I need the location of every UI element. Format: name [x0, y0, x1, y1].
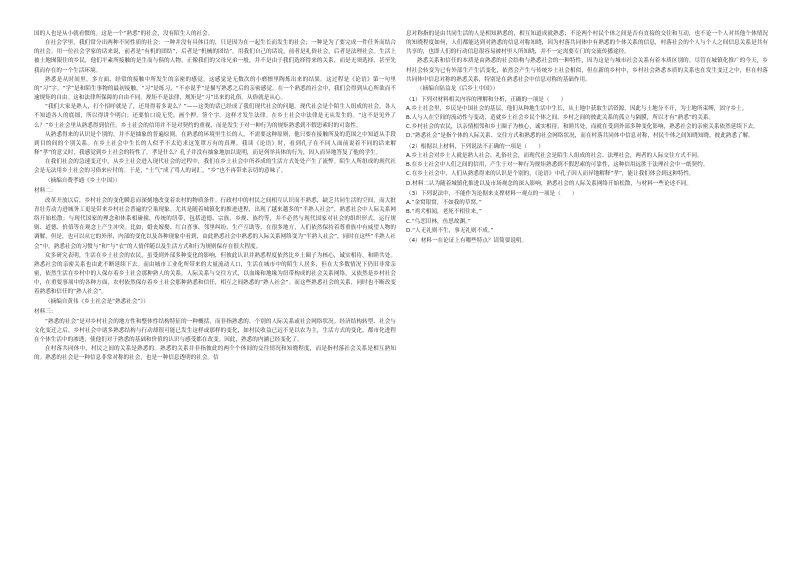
paragraph: 在村落共同体中，村民之间的关系是熟悉的。熟悉的关系并非指彼此的两个个体间的交往情况和知晓程度，而是指村落社会关系是相互熟知的。熟悉的社会是一种信息非常对称的社会，也是一种信息透明的社会。信: [34, 346, 396, 362]
option-c: C.乡村社会的农民，以亲情相邻和乡土圈子为核心，诚实相待，和睦共处，而就在受到外部多种变化影响，熟悉社会的亲密关系依然延续下去。: [406, 124, 759, 131]
paragraph: 国的人也是从小就看惯的。这是一个“熟悉”的社会，没有陌生人的社会。: [34, 31, 214, 37]
left-column: [34, 30, 396, 542]
option-c: C.“鸟恋旧林，鱼思故渊。”: [406, 218, 471, 225]
option-b: B.在乡土社会中人们之间的信用，产生于对一种行为规矩熟悉到不假思索的可靠性，这种信用远胜于法理社会中一纸契约。: [406, 162, 709, 169]
paragraph: 在社会学里，我们常分出两种不同性质的社会：一种并没有具体目的，只是因为在一起生长而发生的社会；一种是为了要完成一件任务而结合的社会。用一位社会学家的话来说，前者是“有机的团结”，后者是“机械的团结”。用我们自己的话说，前者是礼俗社会，后者是法理社会。生活上被土地囿限住的乡民，他们平素所接触的是生而与俱的人物，正像我们的父母兄弟一般，并不是由于我们选择得来的关系，而是无须选择，甚至先我而存在的一个生活环境。: [34, 40, 396, 74]
option-d: D.材料二认为随着城镇化推进以及市场观念的深入影响，熟悉社会的人际关系网络开始松散，与材料一些论述不同。: [406, 180, 692, 187]
option-b: B.人与人在空间的流动性与变动，造就乡土社会乡民个体之间、乡村之间的彼此关系的孤立与隔膜，所以才有“熟悉”的关系。: [406, 114, 715, 121]
question-2: （2）根据以上材料，下列说法不正确的一项是（ ）: [406, 143, 544, 150]
material-heading: 材料三：: [34, 308, 57, 315]
paragraph: 改革开放以后，乡村社会的变化瞬息而深刻地改变着农村的物质条件。行政村中的村民之间相互认识而不熟悉，缺乏共同生活的空间，而大批青壮劳动力进城务工更是带来乡村社会普遍的空巢现象。尤其是随着城镇化的推进进程，出现了越来越多的“半熟人社会”，熟悉社会中人际关系网络开始松散；与现代国家的理念和体系相碰撞，传统的纽带，包括道德、宗族、乡规、族约等，并不必然与现代国家对社会的组织形式、运行规则、道德、价值等在观念上产生冲突。比如，婚丧嫁娶、红白喜事、邻里纠纷、生产互助等，在很多地方，人们依然保持着尊重族中有威望人物的调解，但是，也可以从它的外形、内部的变化以及各种现象中看到，由此熟悉社会中熟悉的人际关系网络变为“半熟人社会”，同时在这些“半熟人社会”中，熟悉社会的习惯与“和”与“衣”的人情伴随以及生活方式和行为规则保存在很大程度。: [34, 197, 396, 250]
source-citation: （摘编自陆益龙《后乡土中国》）: [417, 85, 499, 92]
option-a: A.“金窝银窝，不如我的草窝。”: [406, 200, 482, 207]
paragraph: 从熟悉得来的认识是个别的，并不是抽象的普遍原则。在熟悉的环境里生长的人，不需要这种原则，他只要在接触所及的范围之中知道从手段到目的间的个别关系。在乡土社会中生长的人似乎不太追求这笼罩万有的真理。我读《论语》时，看到孔子在不同人面前说着不同的话来解释“孝”的意义时，我感觉到乡土社会的特性了。孝是什么？孔子并没有抽象地加以说明，而是列举具体的行为，因人而异地答复了他的学生。: [34, 131, 396, 157]
paragraph: 熟悉关系和信任的本质是由熟悉的社会结构与熟悉社会的一种特性，因为这是与城市社会关系有着本质区别的。尽管在城镇化推广的今天，乡村社会转变为已有外部生产生活变化，依然会产生与传统乡土社会相似，但在新的乡村中，乡村社会熟悉本质的关系也在发生变迁之中，但在村落共同体中信息对称的熟悉关系，特别是在熟悉社会中信息对称的基础作用。: [406, 58, 768, 83]
paragraph: “我们大家是熟人，打个招呼就是了，还用得着多说么？”——这类的话已经成了我们现代社会的问题。现代社会是个陌生人组成的社会，各人不知道各人的底细，所以得讲个明白；还要怕口说无凭，画个押，签个字。这样才发生法律。在乡土社会中法律是无从发生的。“这不是见外了么？”乡土社会里从熟悉得到信任。乡土社会的信用并不是对契约的重视，而是发生于对一种行为的规矩熟悉到不假思索时的可靠性。: [34, 104, 396, 129]
question-3: （3）下列说法中，不能作为论据来支撑材料一观点的一项是（ ）: [406, 191, 578, 198]
paragraph: 众多研究表明，生活在乡土社会的农民，虽受到外部多种变化的影响，但彼此认识并熟悉程度依然比乡土圈子为核心，诚实相待，和睦共处。熟悉社会的亲密关系也由此不断延续下去。而由城市工业化所带来的大量流动人口，生活在城市中的陌生人居多，但在大多数情况下仍旧非常亲密，依然生活在乡村中的人保存着乡土社会那种熟人的关系。人际关系与交往方式，以血缘和地缘为纽带构成的社会关系网络，又依然是乡村社会中，在重要事项中的各种方面，农村依然保存着乡土社会那种熟悉和信任，相互之间熟悉的“熟人社会”。而这些熟悉社会的关系，同时也不断改变着熟悉和信任的“熟人社会”。: [34, 252, 396, 296]
paragraph: 在我们社会的急速变迁中，从乡土社会进入现代社会的过程中，我们在乡土社会中所养成的生活方式处处产生了流弊。陌生人所组成的现代社会是无法用乡土社会的习俗来应付的。于是，“土气”成了骂人的词汇，“乡”也不再带来亲切的意味了。: [34, 159, 396, 175]
question-4: （4）材料一在论证上有哪些特点？请简要说明。: [406, 238, 528, 245]
two-column-layout: [34, 30, 768, 542]
option-b: B.“鸡犬相闻，老死不相往来。”: [406, 209, 482, 216]
option-a: A.乡土社会里，乡民是中国社会的基层，他们从种地生活中生长，从土地中获取生活资源，因此与土地分不开，为土地所束缚，固守乡土。: [406, 105, 748, 112]
option-c: C.在乡土社会中，人们从熟悉得来的认识是个别的，《论语》中孔子因人而异地解释“孝”，能让我们体会到这种特性。: [406, 171, 695, 178]
question-1: （1）下列对材料相关内容的理解和分析，正确的一项是（ ）: [406, 96, 567, 103]
paragraph: 熟悉是从时间里，多方面、经常的接触中所发生的亲密的感觉。这感觉是无数次的小磨擦里陶炼出来的结果。这过程是《论语》第一句里的“习”字。“学”是和陌生事物的最初接触，“习”是练习，“不亦说乎”是描写熟悉之后的亲密感觉。在一个熟悉的社会中，我们会得到从心所欲而不逾规矩的自由。这和法律所保障的自由不同。规矩不是法律，规矩是“习”出来的礼俗。从俗就是从心。: [34, 76, 396, 102]
option-d: D.“熟悉社会”是指个体的人际关系、交往方式和熟悉的社会网络状况，而在村落共同体中信息对称，村民个体之间知晓知晓、彼此熟悉了解。: [406, 133, 754, 140]
material-heading: 材料二：: [34, 187, 57, 194]
option-d: D.“人无礼则不生，事无礼则不成。”: [406, 227, 494, 234]
option-a: A.乡土社会对乡土人就是熟人社会、礼俗社会，而现代社会是陌生人组成的社会、法理社会，两者的人际交往方式不同。: [406, 153, 703, 160]
paragraph: 息对称指的是由共同生活的人是相知熟悉的，相互知道成就熟悉；不论两个村民个体之间是否有直接的交往和互动，也不论一个人对其他个体情况的知晓程度如何，人们都能达到对熟悉的信息对称知晓，因为村落共同体中有熟悉的个体关系的信息，村落社会的个人与个人之间信息关系是共有共享的，也即人们的行动信息很容易被村里人所知晓，并不一定需要专门的交流传播途径。: [406, 31, 768, 56]
source-citation: （摘编自黄伟《乡土社会是“熟悉社会”》）: [45, 298, 149, 305]
source-citation: （摘编自费孝通《乡土中国》）: [45, 177, 121, 184]
paragraph: “熟悉的社会”是对乡村社会的地方性和整体性结构特征的一种概括，而非指熟悉的、个别的人际关系或社会网络状况。经济结构转型、社会与文化变迁之后，乡村社会中诸多熟悉结构与行动却很可能已发生这样或那样的变化，如村民收益已远不是以农为主，生活方式的变化，都市化进程在个体生活中的渗透，使他们对于熟悉的基础和价值的认识与感受都在改变。因此，熟悉的内涵已经变化了。: [34, 318, 396, 344]
right-column: [406, 30, 768, 542]
